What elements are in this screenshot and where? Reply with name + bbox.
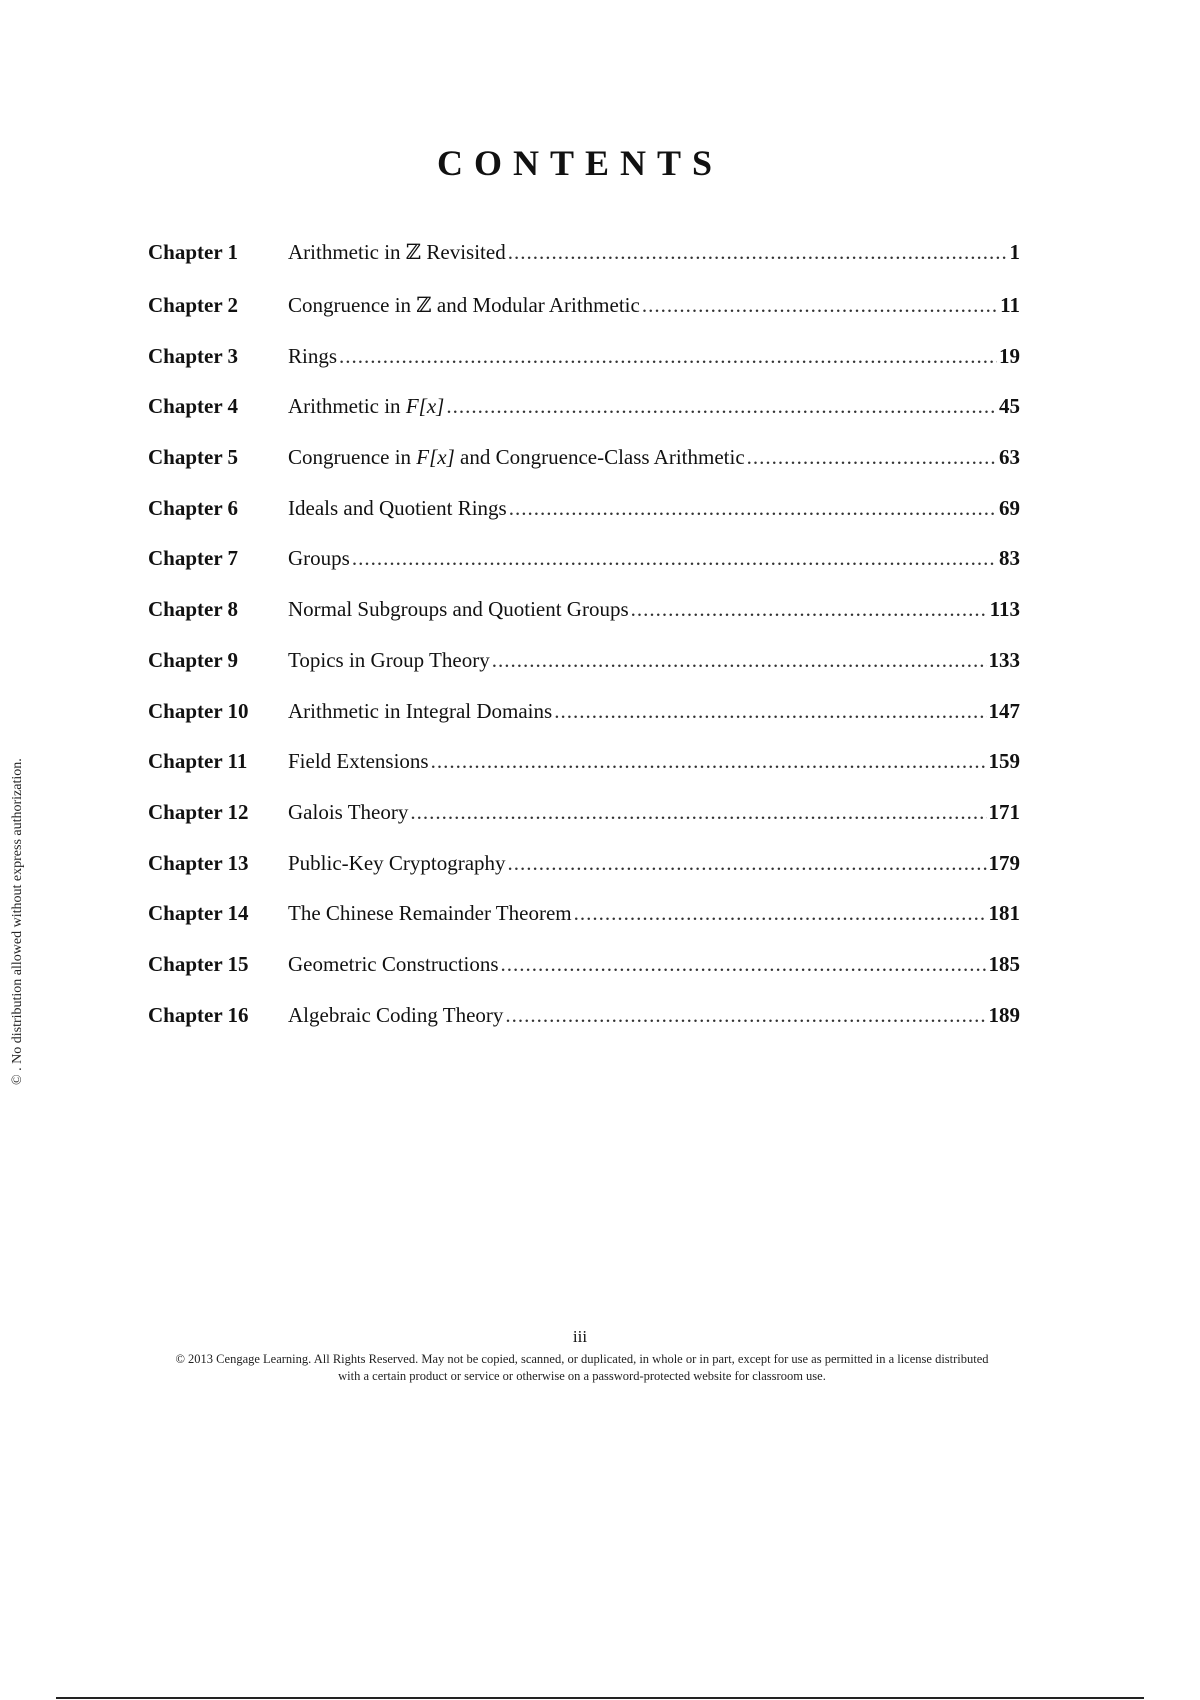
chapter-label: Chapter 3 — [148, 343, 239, 368]
page-number: 63 — [999, 445, 1020, 470]
toc-row-chapter-6[interactable] — [148, 496, 1020, 547]
chapter-title: Field Extensions — [288, 749, 429, 774]
chapter-label: Chapter 13 — [148, 850, 249, 875]
dot-leader — [492, 648, 987, 673]
chapter-label: Chapter 4 — [148, 394, 239, 419]
chapter-title: Groups — [288, 546, 350, 571]
side-copyright-note: © . No distribution allowed without express authorization. — [10, 758, 25, 1085]
chapter-label: Chapter 5 — [148, 445, 239, 470]
dot-leader — [431, 749, 987, 774]
dot-leader — [505, 1003, 986, 1028]
chapter-title: Rings — [288, 343, 338, 368]
chapter-title: The Chinese Remainder Theorem — [288, 901, 572, 926]
toc-row-chapter-16[interactable] — [148, 1003, 1020, 1054]
page-number: 159 — [988, 749, 1020, 774]
toc-row-chapter-14[interactable] — [148, 901, 1020, 952]
page-number: 45 — [999, 394, 1020, 419]
page-number: 1 — [1009, 240, 1020, 264]
toc-row-chapter-13[interactable] — [148, 851, 1020, 902]
page-number: 11 — [1000, 293, 1020, 317]
toc-row-chapter-2[interactable] — [148, 293, 1020, 344]
toc-row-chapter-11[interactable] — [148, 749, 1020, 800]
toc-row-chapter-8[interactable] — [148, 597, 1020, 648]
dot-leader — [574, 901, 987, 926]
toc-row-chapter-1[interactable] — [148, 240, 1020, 293]
chapter-title: Ideals and Quotient Rings — [288, 495, 507, 520]
chapter-label: Chapter 16 — [148, 1002, 249, 1027]
chapter-label: Chapter 1 — [148, 240, 239, 264]
copyright-line-1: © 2013 Cengage Learning. All Rights Reserved. May not be copied, scanned, or duplicated, in whole or in part, except for use as permitted in a license distributed — [175, 1352, 989, 1366]
toc-row-chapter-9[interactable] — [148, 648, 1020, 699]
page-number: 171 — [988, 799, 1020, 824]
chapter-title: Congruence in F[x] and Congruence-Class Arithmetic — [288, 445, 745, 470]
toc-row-chapter-15[interactable] — [148, 952, 1020, 1003]
chapter-label: Chapter 8 — [148, 597, 239, 622]
dot-leader — [501, 952, 987, 977]
page-number: 189 — [988, 1002, 1020, 1027]
chapter-title: Geometric Constructions — [288, 951, 499, 976]
chapter-title: Arithmetic in ℤ Revisited — [288, 240, 506, 264]
chapter-label: Chapter 14 — [148, 901, 249, 926]
roman-page-number: iii — [572, 1327, 588, 1346]
chapter-title: Public-Key Cryptography — [288, 850, 506, 875]
bottom-divider — [56, 1697, 1144, 1699]
chapter-label: Chapter 6 — [148, 495, 239, 520]
chapter-title: Arithmetic in Integral Domains — [288, 698, 553, 723]
dot-leader — [631, 597, 988, 622]
dot-leader — [446, 394, 997, 419]
dot-leader — [339, 344, 997, 369]
chapter-title: Congruence in ℤ and Modular Arithmetic — [288, 293, 640, 317]
table-of-contents — [148, 240, 1020, 1053]
chapter-label: Chapter 2 — [148, 293, 239, 317]
chapter-title: Topics in Group Theory — [288, 647, 490, 672]
page-number: 179 — [988, 850, 1020, 875]
page-number: 147 — [988, 698, 1020, 723]
toc-row-chapter-3[interactable] — [148, 344, 1020, 395]
chapter-label: Chapter 12 — [148, 799, 249, 824]
dot-leader — [554, 699, 986, 724]
chapter-label: Chapter 11 — [148, 749, 248, 774]
dot-leader — [747, 445, 997, 470]
page-number: 83 — [999, 546, 1020, 571]
chapter-title: Arithmetic in F[x] — [288, 394, 445, 419]
toc-row-chapter-12[interactable] — [148, 800, 1020, 851]
dot-leader — [642, 293, 998, 318]
toc-row-chapter-5[interactable] — [148, 445, 1020, 496]
chapter-label: Chapter 7 — [148, 546, 239, 571]
dot-leader — [508, 240, 1008, 265]
dot-leader — [508, 851, 987, 876]
page-number: 133 — [988, 647, 1020, 672]
chapter-label: Chapter 15 — [148, 951, 249, 976]
page-number: 69 — [999, 495, 1020, 520]
copyright-notice — [118, 1351, 1046, 1385]
page-number: 185 — [988, 951, 1020, 976]
toc-row-chapter-4[interactable] — [148, 394, 1020, 445]
dot-leader — [509, 496, 997, 521]
chapter-title: Galois Theory — [288, 799, 409, 824]
chapter-title: Algebraic Coding Theory — [288, 1002, 504, 1027]
chapter-title: Normal Subgroups and Quotient Groups — [288, 597, 629, 622]
dot-leader — [352, 546, 997, 571]
toc-row-chapter-7[interactable] — [148, 546, 1020, 597]
page-number: 181 — [988, 901, 1020, 926]
page-number: 113 — [989, 597, 1020, 622]
chapter-label: Chapter 10 — [148, 698, 249, 723]
dot-leader — [410, 800, 986, 825]
copyright-line-2: with a certain product or service or otherwise on a password-protected website for classroom use. — [338, 1369, 826, 1383]
toc-row-chapter-10[interactable] — [148, 699, 1020, 750]
page-title: CONTENTS — [436, 143, 724, 183]
chapter-label: Chapter 9 — [148, 647, 239, 672]
page-number: 19 — [999, 343, 1020, 368]
